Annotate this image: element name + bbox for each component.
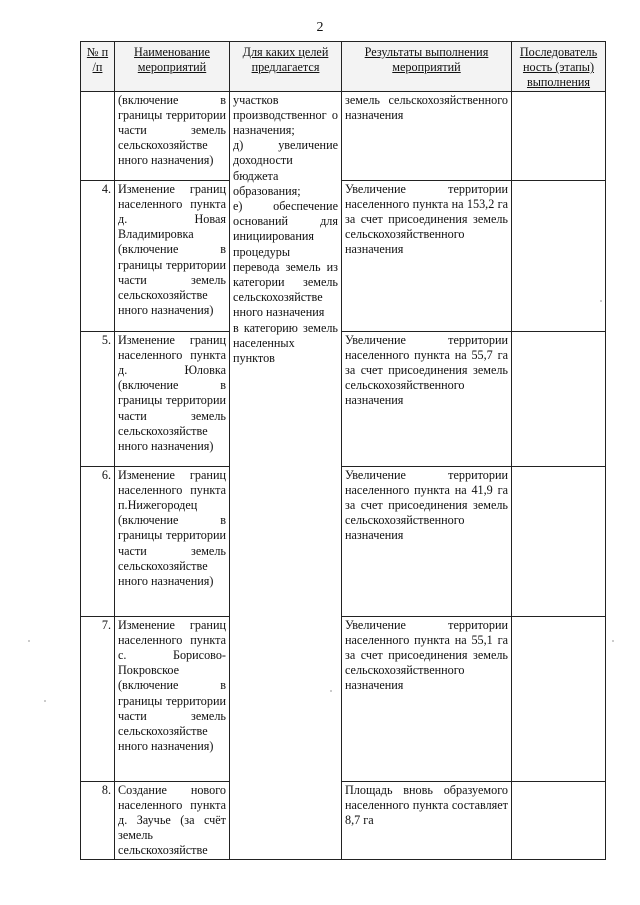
table-row [81,616,606,781]
measure-result: земель сельскохозяйственного назначения [342,91,512,180]
scan-speck [44,700,46,702]
header-sequence: Последователь ность (этапы) выполнения [512,42,606,92]
measure-name: Изменение границ населенного пункта д. Новая Владимировка (включение в границы территории части земель сельскохозяйстве нного назначения) [115,180,230,331]
table-row [81,781,606,859]
row-number: 8. [81,781,115,859]
measure-name: Изменение границ населенного пункта с. Борисово-Покровское (включение в границы территории части земель сельскохозяйстве нного назначения) [115,616,230,781]
measure-sequence [512,91,606,180]
table-row [81,91,606,180]
header-num: № п /п [81,42,115,92]
purpose-text: участков производственног о назначения; д) увеличение доходности бюджета образования; е) обеспечение оснований для инициирования процедуры перевода земель из категории земель сельскохозяйстве нного назначения в категорию земель населенных пунктов [230,91,342,859]
table-row [81,331,606,466]
page-number: 2 [316,20,324,35]
measure-sequence [512,180,606,331]
measure-sequence [512,781,606,859]
measure-name: Изменение границ населенного пункта д. Юловка (включение в границы территории части земель сельскохозяйстве нного назначения) [115,331,230,466]
table-header-row [81,42,606,92]
measure-sequence [512,466,606,616]
header-results: Результаты выполнения мероприятий [342,42,512,92]
measure-sequence [512,616,606,781]
measure-result: Увеличение территории населенного пункта на 41,9 га за счет присоединения земель сельскохозяйственного назначения [342,466,512,616]
measure-sequence [512,331,606,466]
header-name: Наименование мероприятий [115,42,230,92]
measure-name: Создание нового населенного пункта д. Заучье (за счёт земель сельскохозяйстве [115,781,230,859]
measure-result: Увеличение территории населенного пункта на 55,7 га за счет присоединения земель сельскохозяйственного назначения [342,331,512,466]
row-number: 6. [81,466,115,616]
table-row [81,180,606,331]
measure-name: (включение в границы территории части земель сельскохозяйстве нного назначения) [115,91,230,180]
measure-result: Увеличение территории населенного пункта на 153,2 га за счет присоединения земель сельскохозяйственного назначения [342,180,512,331]
scan-speck [330,690,332,692]
header-purpose: Для каких целей предлагается [230,42,342,92]
scan-speck [600,300,602,302]
measure-result: Площадь вновь образуемого населенного пункта составляет 8,7 га [342,781,512,859]
row-number: 7. [81,616,115,781]
row-number: 5. [81,331,115,466]
measures-table [80,41,606,860]
scan-speck [28,640,30,642]
row-number: 4. [81,180,115,331]
scan-speck [612,640,614,642]
row-number [81,91,115,180]
measure-result: Увеличение территории населенного пункта на 55,1 га за счет присоединения земель сельскохозяйственного назначения [342,616,512,781]
measure-name: Изменение границ населенного пункта п.Нижегородец (включение в границы территории части земель сельскохозяйстве нного назначения) [115,466,230,616]
table-row [81,466,606,616]
